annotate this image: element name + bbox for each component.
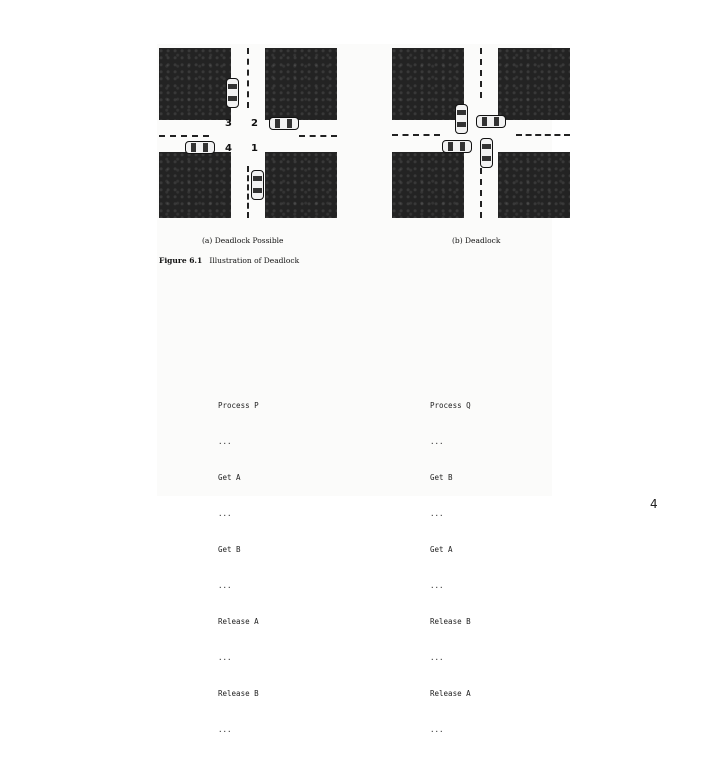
code-line: ... (430, 509, 444, 518)
car-westbound (269, 117, 299, 130)
city-block-top-right (498, 48, 570, 120)
code-line: Release B (218, 689, 259, 698)
city-block-bottom-right (265, 152, 337, 218)
city-block-top-left (159, 48, 231, 120)
code-line: ... (430, 437, 444, 446)
car-westbound (476, 115, 506, 128)
car-eastbound (185, 141, 215, 154)
code-line: Release A (430, 689, 471, 698)
process-q-code (430, 376, 471, 760)
code-line: Get A (218, 473, 241, 482)
code-line: ... (430, 653, 444, 662)
code-line: ... (218, 437, 232, 446)
code-line: Release B (430, 617, 471, 626)
figure-number: Figure 6.1 (159, 256, 203, 265)
intersection-deadlock (392, 48, 570, 218)
code-line: Release A (218, 617, 259, 626)
figure-title-text: Illustration of Deadlock (209, 256, 300, 265)
lane-divider-left (392, 134, 440, 136)
lane-number-1: 1 (251, 143, 258, 154)
city-block-bottom-left (392, 152, 464, 218)
scanned-figure (157, 44, 552, 734)
city-block-bottom-right (498, 152, 570, 218)
lane-divider-bottom (247, 166, 249, 218)
code-line: ... (430, 725, 444, 734)
lane-divider-top (480, 48, 482, 98)
code-line: Get B (218, 545, 241, 554)
lane-divider-right (516, 134, 570, 136)
code-line: ... (218, 725, 232, 734)
code-line: Get A (430, 545, 453, 554)
car-southbound (455, 104, 468, 134)
lane-number-3: 3 (225, 118, 232, 129)
city-block-bottom-left (159, 152, 231, 218)
car-southbound (226, 78, 239, 108)
lane-number-4: 4 (225, 143, 232, 154)
lane-divider-right (299, 135, 337, 137)
city-block-top-right (265, 48, 337, 120)
code-line: ... (430, 581, 444, 590)
code-line: Get B (430, 473, 453, 482)
figure-title (159, 256, 299, 265)
process-p-code (218, 376, 259, 760)
lane-divider-left (159, 135, 209, 137)
lane-number-2: 2 (251, 118, 258, 129)
car-eastbound (442, 140, 472, 153)
car-northbound (251, 170, 264, 200)
panel-a-caption: (a) Deadlock Possible (202, 236, 284, 245)
process-name: Process P (218, 401, 259, 410)
lane-divider-bottom (480, 168, 482, 218)
car-northbound (480, 138, 493, 168)
city-block-top-left (392, 48, 464, 120)
panel-b-caption: (b) Deadlock (452, 236, 501, 245)
process-name: Process Q (430, 401, 471, 410)
code-line: ... (218, 581, 232, 590)
slide-number: 4 (650, 497, 658, 511)
code-line: ... (218, 653, 232, 662)
code-line: ... (218, 509, 232, 518)
intersection-deadlock-possible (159, 48, 337, 218)
lane-divider-top (247, 48, 249, 108)
